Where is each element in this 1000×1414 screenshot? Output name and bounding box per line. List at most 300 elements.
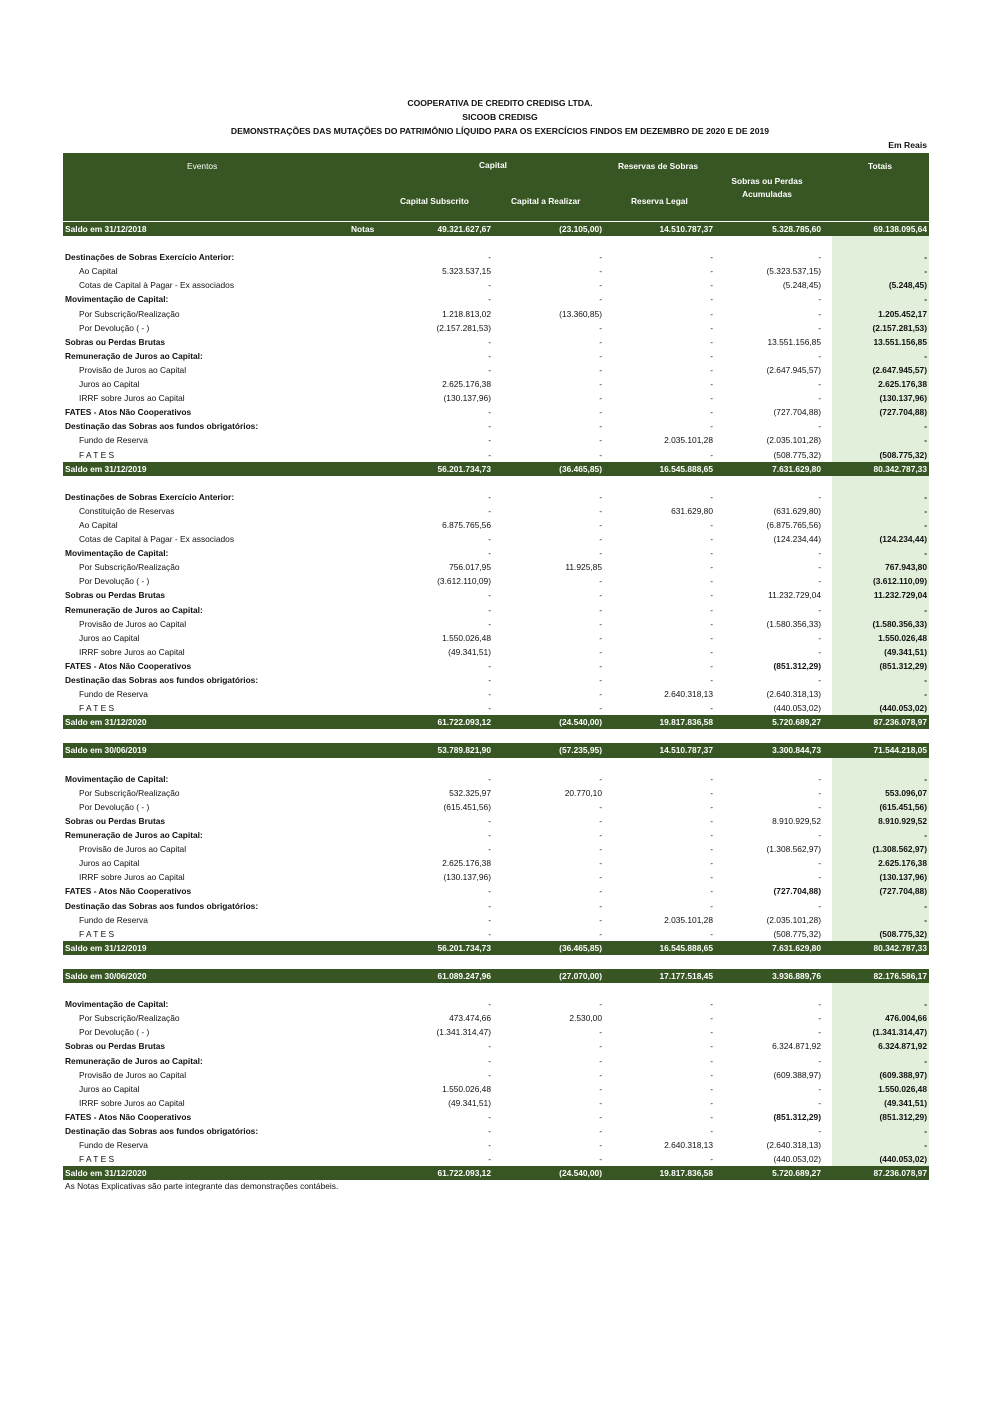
cell-capital-subscrito: - [488, 1140, 491, 1151]
cell-totais: 8.910.929,52 [878, 815, 927, 826]
table-row [63, 1124, 929, 1138]
units-label: Em Reais [888, 140, 927, 150]
cell-capital-realizar: (36.465,85) [559, 942, 602, 953]
cell-reserva-legal: 16.545.888,65 [659, 942, 713, 953]
cell-totais: - [924, 294, 927, 305]
cell-capital-realizar: (23.105,00) [559, 224, 602, 234]
col-totais: Totais [868, 161, 893, 171]
table-row [63, 842, 929, 856]
cell-totais: - [924, 1140, 927, 1151]
cell-sobras-acumuladas: - [818, 830, 821, 841]
cell-sobras-acumuladas: 5.720.689,27 [772, 1168, 821, 1179]
table-row [63, 419, 929, 433]
cell-capital-realizar: (24.540,00) [559, 717, 602, 728]
cell-capital-subscrito: (3.612.110,09) [437, 576, 491, 587]
cell-totais: (1.341.314,47) [872, 1027, 927, 1038]
cell-totais: 80.342.787,33 [873, 463, 927, 474]
cell-capital-subscrito: 1.218.813,02 [442, 308, 491, 319]
cell-totais: - [924, 675, 927, 685]
cell-sobras-acumuladas: 3.936.889,76 [772, 970, 821, 981]
cell-reserva-legal: 16.545.888,65 [659, 463, 713, 474]
cell-capital-subscrito: - [488, 815, 491, 826]
row-label: F A T E S [79, 1154, 115, 1165]
cell-capital-realizar: - [599, 1041, 602, 1052]
cell-capital-subscrito: 5.323.537,15 [442, 266, 491, 277]
table-row [63, 913, 929, 927]
cell-capital-realizar: - [599, 252, 602, 263]
row-label: Juros ao Capital [79, 858, 140, 869]
table-row [63, 687, 929, 701]
company-name: COOPERATIVA DE CREDITO CREDISG LTDA. [407, 98, 593, 108]
row-label: FATES - Atos Não Cooperativos [65, 1111, 192, 1122]
footnote: As Notas Explicativas são parte integrante das demonstrações contábeis. [65, 1181, 339, 1191]
cell-capital-subscrito: 56.201.734,73 [437, 463, 491, 474]
cell-reserva-legal: - [710, 379, 713, 390]
cell-capital-realizar: - [599, 660, 602, 671]
cell-reserva-legal: 14.510.787,37 [659, 224, 713, 234]
cell-capital-subscrito: - [488, 689, 491, 700]
table-row [63, 631, 929, 645]
row-label: Sobras ou Perdas Brutas [65, 590, 166, 601]
cell-reserva-legal: - [710, 294, 713, 305]
cell-capital-realizar: - [599, 815, 602, 826]
cell-capital-subscrito: - [488, 548, 491, 559]
cell-reserva-legal: - [710, 815, 713, 826]
cell-sobras-acumuladas: - [818, 294, 821, 305]
row-label: Cotas de Capital à Pagar - Ex associados [79, 534, 235, 545]
cell-capital-realizar: - [599, 844, 602, 855]
cell-totais: (2.647.945,57) [872, 364, 927, 375]
cell-capital-subscrito: - [488, 280, 491, 291]
row-label: Destinações de Sobras Exercício Anterior: [65, 491, 235, 502]
table-row [63, 490, 929, 504]
cell-sobras-acumuladas: - [818, 872, 821, 883]
cell-reserva-legal: - [710, 266, 713, 277]
table-row [63, 278, 929, 292]
row-label: F A T E S [79, 703, 115, 714]
table-row [63, 997, 929, 1011]
cell-capital-realizar: - [599, 773, 602, 784]
cell-totais: - [924, 604, 927, 615]
cell-reserva-legal: - [710, 675, 713, 685]
cell-sobras-acumuladas: (851.312,29) [773, 660, 821, 671]
balance-row [63, 1166, 929, 1180]
cell-sobras-acumuladas: (2.647.945,57) [766, 364, 821, 375]
cell-sobras-acumuladas: - [818, 548, 821, 559]
cell-sobras-acumuladas: - [818, 773, 821, 784]
table-row [63, 588, 929, 602]
table-row [63, 448, 929, 462]
cell-capital-subscrito: 1.550.026,48 [442, 1083, 491, 1094]
spacer-row [63, 729, 929, 743]
report-title: DEMONSTRAÇÕES DAS MUTAÇÕES DO PATRIMÔNIO LÍQUIDO PARA OS EXERCÍCIOS FINDOS EM DEZEMBRO DE 2020 E DE 2019 [230, 126, 770, 136]
cell-capital-realizar: - [599, 590, 602, 601]
cell-totais: 767.943,80 [885, 562, 927, 573]
cell-sobras-acumuladas: - [818, 632, 821, 643]
cell-capital-subscrito: - [488, 252, 491, 263]
cell-totais: - [924, 266, 927, 277]
cell-capital-subscrito: 532.325,97 [449, 787, 491, 798]
cell-capital-subscrito: (2.157.281,53) [436, 322, 491, 333]
row-label: Por Subscrição/Realização [79, 308, 180, 319]
cell-capital-realizar: (57.235,95) [559, 745, 602, 756]
cell-reserva-legal: - [710, 886, 713, 897]
row-label: Sobras ou Perdas Brutas [65, 1041, 166, 1052]
cell-sobras-acumuladas: (2.640.318,13) [766, 689, 821, 700]
cell-capital-subscrito: - [488, 604, 491, 615]
cell-capital-subscrito: 61.722.093,12 [437, 717, 491, 728]
cell-sobras-acumuladas: - [818, 322, 821, 333]
cell-reserva-legal: - [710, 548, 713, 559]
cell-capital-realizar: - [599, 1140, 602, 1151]
cell-capital-subscrito: - [488, 618, 491, 629]
row-label: Juros ao Capital [79, 632, 140, 643]
cell-capital-realizar: - [599, 801, 602, 812]
cell-totais: (727.704,88) [879, 407, 927, 418]
cell-totais: 87.236.078,97 [873, 1168, 927, 1179]
cell-sobras-acumuladas: (851.312,29) [773, 1111, 821, 1122]
cell-sobras-acumuladas: 7.631.629,80 [772, 463, 821, 474]
cell-sobras-acumuladas: 8.910.929,52 [772, 815, 821, 826]
row-label: Saldo em 31/12/2018 [65, 224, 147, 234]
cell-totais: - [924, 435, 927, 446]
cell-totais: (615.451,56) [879, 801, 927, 812]
spacer-row [63, 236, 929, 250]
row-label: Destinação das Sobras aos fundos obrigatórios: [65, 900, 259, 911]
cell-sobras-acumuladas: - [818, 350, 821, 361]
cell-capital-subscrito: - [488, 1111, 491, 1122]
cell-capital-subscrito: - [488, 900, 491, 911]
cell-reserva-legal: - [710, 1069, 713, 1080]
cell-sobras-acumuladas: 11.232.729,04 [768, 590, 821, 601]
cell-reserva-legal: - [710, 1055, 713, 1066]
table-row [63, 377, 929, 391]
table-row [63, 1025, 929, 1039]
cell-capital-subscrito: (1.341.314,47) [436, 1027, 491, 1038]
report-title-block [0, 96, 1000, 138]
cell-reserva-legal: - [710, 703, 713, 714]
cell-capital-subscrito: - [488, 449, 491, 460]
cell-capital-subscrito: - [488, 886, 491, 897]
cell-reserva-legal: 2.640.318,13 [664, 1140, 713, 1151]
cell-capital-realizar: - [599, 1126, 602, 1136]
cell-reserva-legal: - [710, 646, 713, 657]
cell-capital-subscrito: - [488, 703, 491, 714]
cell-totais: 476.004,66 [885, 1013, 927, 1024]
row-label: Cotas de Capital à Pagar - Ex associados [79, 280, 235, 291]
cell-sobras-acumuladas: - [818, 801, 821, 812]
cell-reserva-legal: - [710, 1126, 713, 1136]
cell-capital-realizar: - [599, 900, 602, 911]
table-row [63, 870, 929, 884]
cell-reserva-legal: 14.510.787,37 [659, 745, 713, 756]
cell-sobras-acumuladas: 6.324.871,92 [772, 1041, 821, 1052]
cell-reserva-legal: - [710, 407, 713, 418]
cell-capital-realizar: (27.070,00) [559, 970, 602, 981]
table-row [63, 617, 929, 631]
cell-sobras-acumuladas: - [818, 576, 821, 587]
cell-totais: (609.388,97) [879, 1069, 927, 1080]
cell-totais: (1.580.356,33) [872, 618, 927, 629]
cell-capital-realizar: - [599, 1111, 602, 1122]
cell-capital-subscrito: - [488, 999, 491, 1010]
table-row [63, 560, 929, 574]
cell-capital-subscrito: 2.625.176,38 [442, 379, 491, 390]
cell-capital-realizar: - [599, 491, 602, 502]
cell-capital-subscrito: 756.017,95 [449, 562, 491, 573]
cell-capital-subscrito: (49.341,51) [448, 1097, 491, 1108]
table-row [63, 1039, 929, 1053]
row-label: Saldo em 31/12/2019 [65, 942, 147, 953]
cell-reserva-legal: - [710, 1027, 713, 1038]
balance-row [63, 222, 929, 236]
cell-reserva-legal: 631.629,80 [671, 505, 713, 516]
cell-reserva-legal: - [710, 350, 713, 361]
cell-totais: 11.232.729,04 [873, 590, 927, 601]
cell-totais: (727.704,88) [879, 886, 927, 897]
table-row [63, 884, 929, 898]
cell-reserva-legal: 17.177.518,45 [659, 970, 713, 981]
spacer-row [63, 476, 929, 490]
row-label: Saldo em 31/12/2020 [65, 1168, 147, 1179]
table-row [63, 532, 929, 546]
cell-capital-subscrito: - [488, 1126, 491, 1136]
cell-totais: - [924, 914, 927, 925]
cell-totais: - [924, 999, 927, 1010]
table-row [63, 1096, 929, 1110]
cell-capital-realizar: - [599, 350, 602, 361]
balance-row [63, 462, 929, 476]
cell-sobras-acumuladas: (609.388,97) [773, 1069, 821, 1080]
row-label: Provisão de Juros ao Capital [79, 364, 187, 375]
cell-capital-subscrito: (130.137,96) [443, 393, 491, 404]
cell-sobras-acumuladas: (727.704,88) [773, 886, 821, 897]
cell-reserva-legal: - [710, 632, 713, 643]
cell-reserva-legal: - [710, 1154, 713, 1165]
row-label: Por Devolução ( - ) [79, 322, 150, 333]
cell-capital-subscrito: - [488, 534, 491, 545]
cell-sobras-acumuladas: (5.323.537,15) [766, 266, 821, 277]
cell-capital-subscrito: (615.451,56) [443, 801, 491, 812]
cell-sobras-acumuladas: - [818, 421, 821, 432]
table-row [63, 772, 929, 786]
col-reserva-legal: Reserva Legal [631, 196, 688, 206]
cell-capital-realizar: - [599, 1083, 602, 1094]
cell-capital-subscrito: - [488, 350, 491, 361]
cell-capital-realizar: - [599, 534, 602, 545]
cell-sobras-acumuladas: (124.234,44) [773, 534, 821, 545]
table-row [63, 1068, 929, 1082]
table-row [63, 391, 929, 405]
table-row [63, 405, 929, 419]
cell-capital-realizar: - [599, 519, 602, 530]
table-row [63, 574, 929, 588]
cell-reserva-legal: - [710, 449, 713, 460]
cell-totais: 82.176.586,17 [873, 970, 927, 981]
row-label: Provisão de Juros ao Capital [79, 1069, 187, 1080]
cell-totais: - [924, 548, 927, 559]
cell-capital-realizar: - [599, 1027, 602, 1038]
cell-capital-realizar: - [599, 1097, 602, 1108]
cell-capital-subscrito: - [488, 1055, 491, 1066]
cell-totais: - [924, 1126, 927, 1136]
table-row [63, 321, 929, 335]
table-row [63, 800, 929, 814]
table-row [63, 1054, 929, 1068]
cell-capital-subscrito: - [488, 505, 491, 516]
row-label: Por Devolução ( - ) [79, 801, 150, 812]
cell-reserva-legal: - [710, 576, 713, 587]
cell-reserva-legal: - [710, 491, 713, 502]
row-label: Sobras ou Perdas Brutas [65, 336, 166, 347]
cell-totais: 6.324.871,92 [878, 1041, 927, 1052]
cell-capital-subscrito: - [488, 928, 491, 939]
cell-totais: 13.551.156,85 [873, 336, 927, 347]
row-label: Constituição de Reservas [79, 505, 175, 516]
cell-sobras-acumuladas: (2.035.101,28) [766, 914, 821, 925]
cell-totais: (851.312,29) [879, 1111, 927, 1122]
cell-sobras-acumuladas: - [818, 393, 821, 404]
cell-capital-subscrito: (130.137,96) [443, 872, 491, 883]
cell-reserva-legal: - [710, 519, 713, 530]
cell-sobras-acumuladas: (508.775,32) [773, 928, 821, 939]
cell-totais: - [924, 505, 927, 516]
cell-capital-realizar: - [599, 618, 602, 629]
cell-totais: - [924, 900, 927, 911]
cell-reserva-legal: - [710, 322, 713, 333]
balance-row [63, 743, 929, 757]
cell-reserva-legal: - [710, 252, 713, 263]
cell-sobras-acumuladas: - [818, 604, 821, 615]
row-label: Por Devolução ( - ) [79, 576, 150, 587]
cell-sobras-acumuladas: - [818, 1083, 821, 1094]
table-row [63, 518, 929, 532]
cell-sobras-acumuladas: - [818, 252, 821, 263]
cell-capital-subscrito: - [488, 435, 491, 446]
cell-sobras-acumuladas: (2.035.101,28) [766, 435, 821, 446]
cell-sobras-acumuladas: (1.580.356,33) [766, 618, 821, 629]
cell-sobras-acumuladas: (5.248,45) [782, 280, 821, 291]
cell-reserva-legal: - [710, 858, 713, 869]
row-label: Destinações de Sobras Exercício Anterior: [65, 252, 235, 263]
cell-capital-realizar: - [599, 999, 602, 1010]
cell-capital-realizar: - [599, 393, 602, 404]
cell-capital-subscrito: - [488, 1154, 491, 1165]
table-row [63, 335, 929, 349]
cell-reserva-legal: - [710, 336, 713, 347]
table-row [63, 673, 929, 687]
cell-totais: - [924, 1055, 927, 1066]
cell-reserva-legal: - [710, 773, 713, 784]
row-label: IRRF sobre Juros ao Capital [79, 393, 185, 404]
cell-reserva-legal: - [710, 1083, 713, 1094]
spacer-row [63, 758, 929, 772]
row-label: Destinação das Sobras aos fundos obrigatórios: [65, 421, 259, 432]
row-label: Por Subscrição/Realização [79, 562, 180, 573]
cell-capital-realizar: - [599, 675, 602, 685]
cell-totais: 553.096,07 [885, 787, 927, 798]
row-label: Movimentação de Capital: [65, 773, 169, 784]
cell-capital-realizar: - [599, 294, 602, 305]
cell-totais: - [924, 519, 927, 530]
cell-totais: (508.775,32) [879, 928, 927, 939]
cell-totais: 69.138.095,64 [873, 224, 927, 234]
cell-totais: (440.053,02) [879, 1154, 927, 1165]
cell-capital-realizar: - [599, 858, 602, 869]
table-row [63, 927, 929, 941]
cell-reserva-legal: - [710, 1013, 713, 1024]
col-capital-realizar: Capital a Realizar [511, 196, 581, 206]
cell-capital-subscrito: - [488, 421, 491, 432]
table-row [63, 814, 929, 828]
cell-totais: 1.205.452,17 [878, 308, 927, 319]
cell-sobras-acumuladas: (440.053,02) [773, 1154, 821, 1165]
row-label: Sobras ou Perdas Brutas [65, 815, 166, 826]
cell-reserva-legal: - [710, 421, 713, 432]
balance-row [63, 941, 929, 955]
cell-capital-realizar: - [599, 689, 602, 700]
row-label: Por Subscrição/Realização [79, 1013, 180, 1024]
cell-sobras-acumuladas: (727.704,88) [773, 407, 821, 418]
cell-totais: - [924, 421, 927, 432]
cell-reserva-legal: - [710, 900, 713, 911]
cell-sobras-acumuladas: - [818, 1027, 821, 1038]
cell-totais: 80.342.787,33 [873, 942, 927, 953]
table-row [63, 786, 929, 800]
cell-capital-subscrito: - [488, 364, 491, 375]
cell-totais: 2.625.176,38 [878, 379, 927, 390]
brand-name: SICOOB CREDISG [462, 112, 538, 122]
cell-totais: (2.157.281,53) [872, 322, 927, 333]
table-row [63, 1138, 929, 1152]
row-label: Fundo de Reserva [79, 689, 148, 700]
col-eventos: Eventos [187, 161, 218, 171]
cell-capital-subscrito: 61.722.093,12 [437, 1168, 491, 1179]
cell-capital-realizar: 11.925,85 [565, 562, 602, 573]
cell-totais: (49.341,51) [884, 1097, 927, 1108]
row-label: F A T E S [79, 449, 115, 460]
spacer-row [63, 955, 929, 969]
cell-capital-subscrito: - [488, 590, 491, 601]
row-label: F A T E S [79, 928, 115, 939]
cell-sobras-acumuladas: - [818, 787, 821, 798]
cell-capital-subscrito: - [488, 914, 491, 925]
cell-totais: (851.312,29) [879, 660, 927, 671]
cell-reserva-legal: - [710, 562, 713, 573]
cell-capital-subscrito: 49.321.627,67 [437, 224, 491, 234]
table-row [63, 603, 929, 617]
row-label: Destinação das Sobras aos fundos obrigatórios: [65, 1126, 259, 1136]
cell-reserva-legal: - [710, 364, 713, 375]
cell-reserva-legal: - [710, 393, 713, 404]
row-label: Remuneração de Juros ao Capital: [65, 1055, 203, 1066]
cell-sobras-acumuladas: - [818, 646, 821, 657]
balance-row [63, 969, 929, 983]
row-label: Juros ao Capital [79, 1083, 140, 1094]
table-row [63, 433, 929, 447]
cell-capital-subscrito: - [488, 660, 491, 671]
cell-totais: - [924, 252, 927, 263]
cell-totais: - [924, 689, 927, 700]
row-label: Saldo em 30/06/2020 [65, 970, 147, 981]
cell-reserva-legal: - [710, 1111, 713, 1122]
cell-reserva-legal: - [710, 787, 713, 798]
cell-sobras-acumuladas: (1.308.562,97) [766, 844, 821, 855]
cell-capital-realizar: - [599, 421, 602, 432]
row-label: Saldo em 31/12/2019 [65, 463, 147, 474]
cell-sobras-acumuladas: (508.775,32) [773, 449, 821, 460]
cell-reserva-legal: - [710, 534, 713, 545]
